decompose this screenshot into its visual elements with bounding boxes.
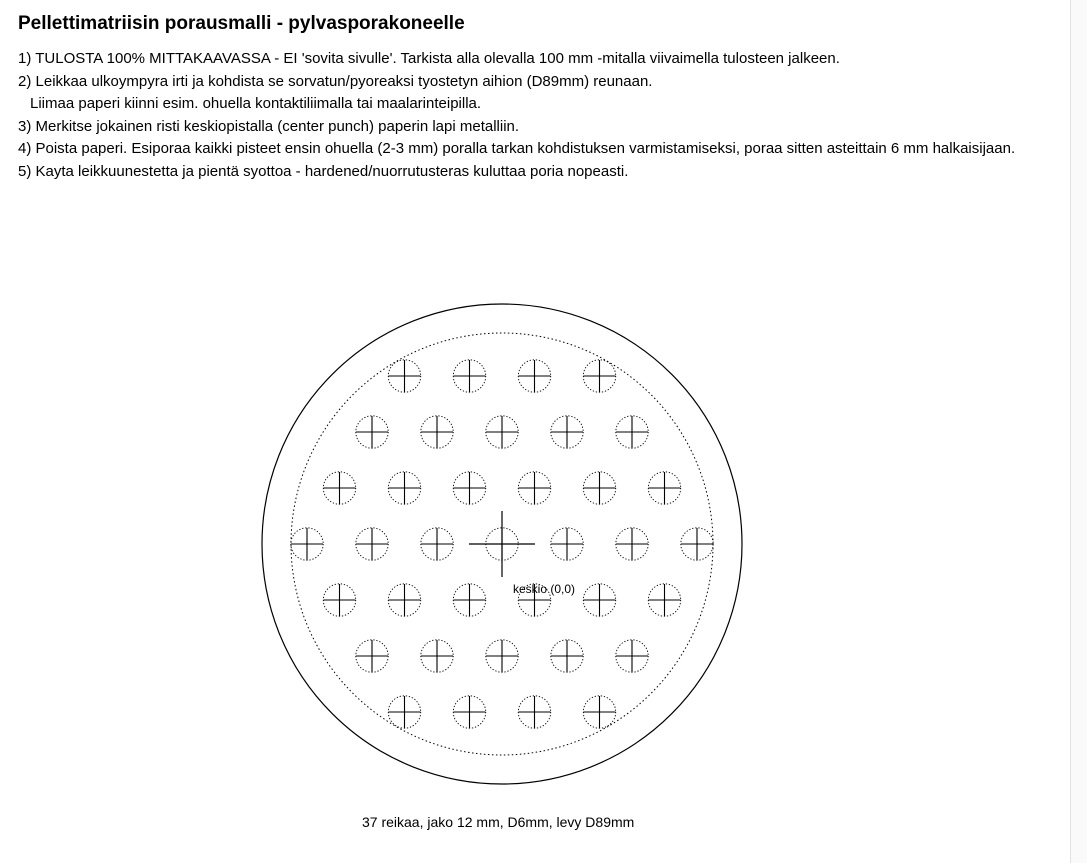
instruction-step-2-continued: Liimaa paperi kiinni esim. ohuella kontaktiliimalla tai maalarinteipilla. [30,95,482,112]
drill-hole [323,472,355,504]
drill-hole [323,584,355,616]
instruction-step-2: 2) Leikkaa ulkoympyra irti ja kohdista se sorvatun/pyoreaksi tyostetyn aihion (D89mm) reunaan. [18,72,653,90]
drill-hole [583,360,615,392]
drill-hole [486,416,518,448]
drill-hole [388,696,420,728]
drill-hole [583,584,615,616]
drill-hole [356,640,388,672]
drill-hole [583,696,615,728]
drill-hole [616,416,648,448]
center-crosshair [469,511,535,577]
drill-hole [518,472,550,504]
drill-hole [388,584,420,616]
drill-hole [583,472,615,504]
drill-hole [616,640,648,672]
instruction-step-3: 3) Merkitse jokainen risti keskiopistalla (center punch) paperin lapi metalliin. [18,117,520,135]
drill-hole [453,472,485,504]
drill-hole [616,528,648,560]
drill-hole [648,472,680,504]
drill-hole [648,584,680,616]
drill-hole [291,528,323,560]
drill-hole [421,528,453,560]
vertical-scrollbar[interactable] [1070,0,1087,863]
drill-hole [421,640,453,672]
instruction-step-5: 5) Kayta leikkuunestetta ja pientä syottoa - hardened/nuorrutusteras kuluttaa poria nopeasti. [18,162,629,180]
drill-hole [518,696,550,728]
drill-hole [453,584,485,616]
drill-hole [388,360,420,392]
drill-hole [388,472,420,504]
drill-hole [551,528,583,560]
template-caption: 37 reikaa, jako 12 mm, D6mm, levy D89mm [362,814,635,830]
drill-hole [453,696,485,728]
drill-hole [551,416,583,448]
drill-hole [356,416,388,448]
instruction-step-4: 4) Poista paperi. Esiporaa kaikki pisteet ensin ohuella (2-3 mm) poralla tarkan kohdistuksen varmistamiseksi, poraa sitten asteittain 6 mm halkaisijaan. [18,140,1016,157]
drill-hole [356,528,388,560]
drill-hole [518,360,550,392]
center-label: keskio (0,0) [513,582,576,596]
drill-hole [486,640,518,672]
drill-hole [421,416,453,448]
instruction-step-1: 1) TULOSTA 100% MITTAKAAVASSA - EI 'sovita sivulle'. Tarkista alla olevalla 100 mm -mitalla viivaimella tulosteen jalkeen. [18,50,840,67]
drill-hole [551,640,583,672]
drill-hole [681,528,713,560]
drill-hole [453,360,485,392]
page-title: Pellettimatriisin porausmalli - pylvasporakoneelle [18,13,465,34]
